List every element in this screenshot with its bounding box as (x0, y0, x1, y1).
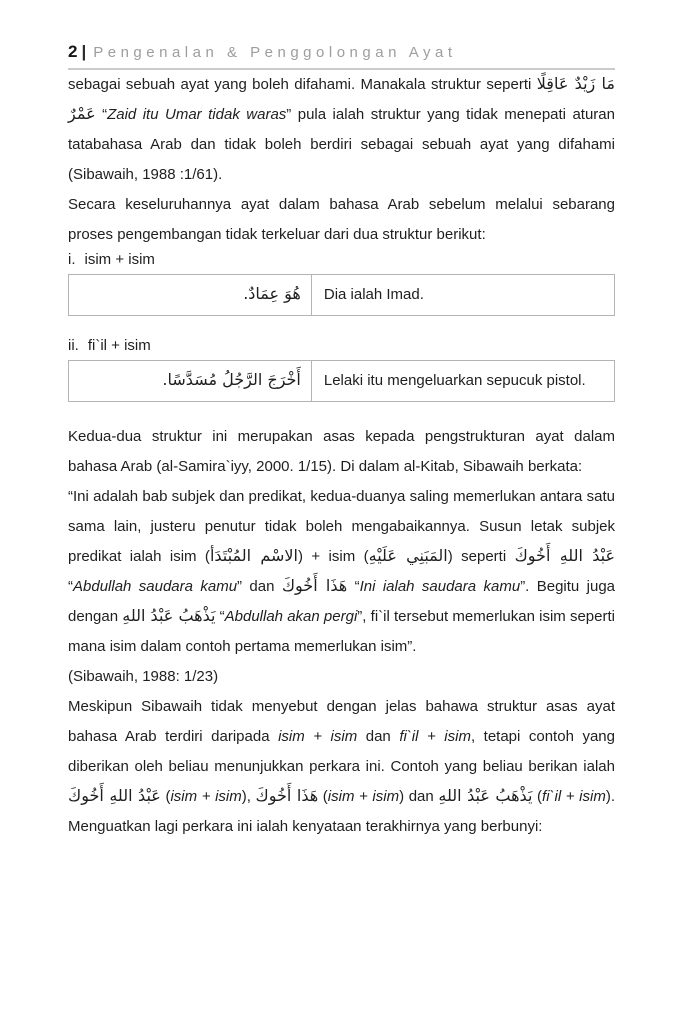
list-item-i (68, 250, 615, 270)
text-run: ( (318, 788, 328, 805)
quote-paragraph (68, 482, 615, 662)
list-item-text: isim + isim (84, 251, 155, 268)
paragraph-2 (68, 190, 615, 250)
arabic-text: أَخْرَجَ الرَّجُلُ مُسَدَّسًا. (162, 370, 301, 389)
italic-text-run: isim + isim (327, 788, 400, 805)
header-separator: | (81, 42, 87, 61)
list-item-ii (68, 336, 615, 356)
italic-text-run: isim + isim (278, 728, 358, 745)
table-row (69, 361, 615, 402)
text-run: ”, fi`il tersebut memerlukan isim seperti mana isim dalam contoh pertama memerlukan isim”. (68, 608, 615, 655)
paragraph-1 (68, 70, 615, 190)
text-run: dan (357, 728, 400, 745)
arabic-text-run: يَذْهَبُ عَبْدُ اللهِ (438, 786, 533, 805)
text-run: ). Menguatkan lagi perkara ini ialah kenyataan terakhirnya yang berbunyi: (68, 788, 616, 835)
arabic-text-run: مَا زَيْدٌ عَاقِلًا عَمْرٌ (68, 74, 615, 123)
paragraph-3 (68, 422, 615, 482)
italic-text-run: Zaid itu Umar tidak waras (107, 106, 287, 123)
page-header (68, 42, 615, 62)
text-run: ) dan (399, 788, 439, 805)
italic-text-run: isim + isim (170, 788, 242, 805)
page-number: 2 (68, 42, 79, 61)
text-run: (Sibawaih, 1988: 1/23) (68, 668, 219, 685)
text-run: “ (215, 608, 225, 625)
text-run: sebagai sebuah ayat yang boleh difahami. Manakala struktur seperti (68, 76, 537, 93)
list-item-text: fi`il + isim (87, 337, 151, 354)
text-run: ( (160, 788, 171, 805)
text-run: Kedua-dua struktur ini merupakan asas kepada pengstrukturan ayat dalam bahasa Arab (al-Samira`iyy, 2000. 1/15). Di dalam al-Kitab, Sibawaih berkata: (68, 428, 615, 475)
example-table-isim-isim (68, 274, 615, 316)
text-run: ” pula ialah struktur yang tidak menepati aturan tatabahasa Arab dan tidak boleh berdiri sebagai sebuah ayat yang difahami (Sibawaih, 1988 :1/61). (68, 106, 615, 183)
arabic-text-run: عَبْدُ اللهِ أَخُوكَ (514, 546, 616, 565)
text-run: Meskipun Sibawaih tidak menyebut dengan jelas bahawa struktur asas ayat bahasa Arab terdiri daripada (68, 698, 615, 745)
text-run: ( (532, 788, 543, 805)
text-run: ), (241, 788, 256, 805)
list-marker: ii. (68, 337, 79, 354)
italic-text-run: Abdullah saudara kamu (73, 578, 238, 595)
text-run: ) seperti (447, 548, 515, 565)
text-run: ) + isim ( (297, 548, 369, 565)
chapter-title: Pengenalan & Penggolongan Ayat (93, 44, 457, 61)
citation (68, 662, 615, 692)
list-marker: i. (68, 251, 76, 268)
arabic-text-run: هَذَا أَخُوكَ (255, 786, 319, 805)
arabic-text-run: هَذَا أَخُوكَ (281, 576, 348, 595)
translation-cell: Dia ialah Imad. (311, 275, 614, 316)
translation-cell: Lelaki itu mengeluarkan sepucuk pistol. (311, 361, 614, 402)
italic-text-run: Ini ialah saudara kamu (359, 578, 521, 595)
arabic-example-cell (69, 361, 312, 402)
italic-text-run: fi`il + isim (399, 728, 471, 745)
arabic-text-run: عَبْدُ اللهِ أَخُوكَ (68, 786, 161, 805)
text-run: “ (347, 578, 360, 595)
arabic-example-cell (69, 275, 312, 316)
text-run: ”. Begitu juga dengan (68, 578, 616, 625)
italic-text-run: Abdullah akan pergi (224, 608, 358, 625)
italic-text-run: fi`il + isim (542, 788, 606, 805)
text-run: Secara keseluruhannya ayat dalam bahasa Arab sebelum melalui sebarang proses pengembangan tidak terkeluar dari dua struktur berikut: (68, 196, 615, 243)
arabic-text-run: المَبَنِي عَلَيْهِ (368, 546, 448, 565)
text-run: “ (68, 578, 73, 595)
text-run: ” dan (237, 578, 282, 595)
example-table-fiil-isim (68, 360, 615, 402)
text-run: “Ini adalah bab subjek dan predikat, kedua-duanya saling memerlukan antara satu sama lain, justeru penutur tidak boleh mengabaikannya. Susun letak subjek predikat ialah isim ( (68, 488, 615, 565)
table-row (69, 275, 615, 316)
arabic-text-run: يَذْهَبُ عَبْدُ اللهِ (122, 606, 216, 625)
paragraph-5 (68, 692, 615, 842)
arabic-text: هُوَ عِمَادٌ. (243, 284, 301, 303)
arabic-text-run: الاسْم المُبْتَدَأ (209, 546, 298, 565)
text-run: , tetapi contoh yang diberikan oleh beliau menunjukkan perkara ini. Contoh yang beliau berikan ialah (68, 728, 615, 775)
text-run: “ (95, 106, 108, 123)
